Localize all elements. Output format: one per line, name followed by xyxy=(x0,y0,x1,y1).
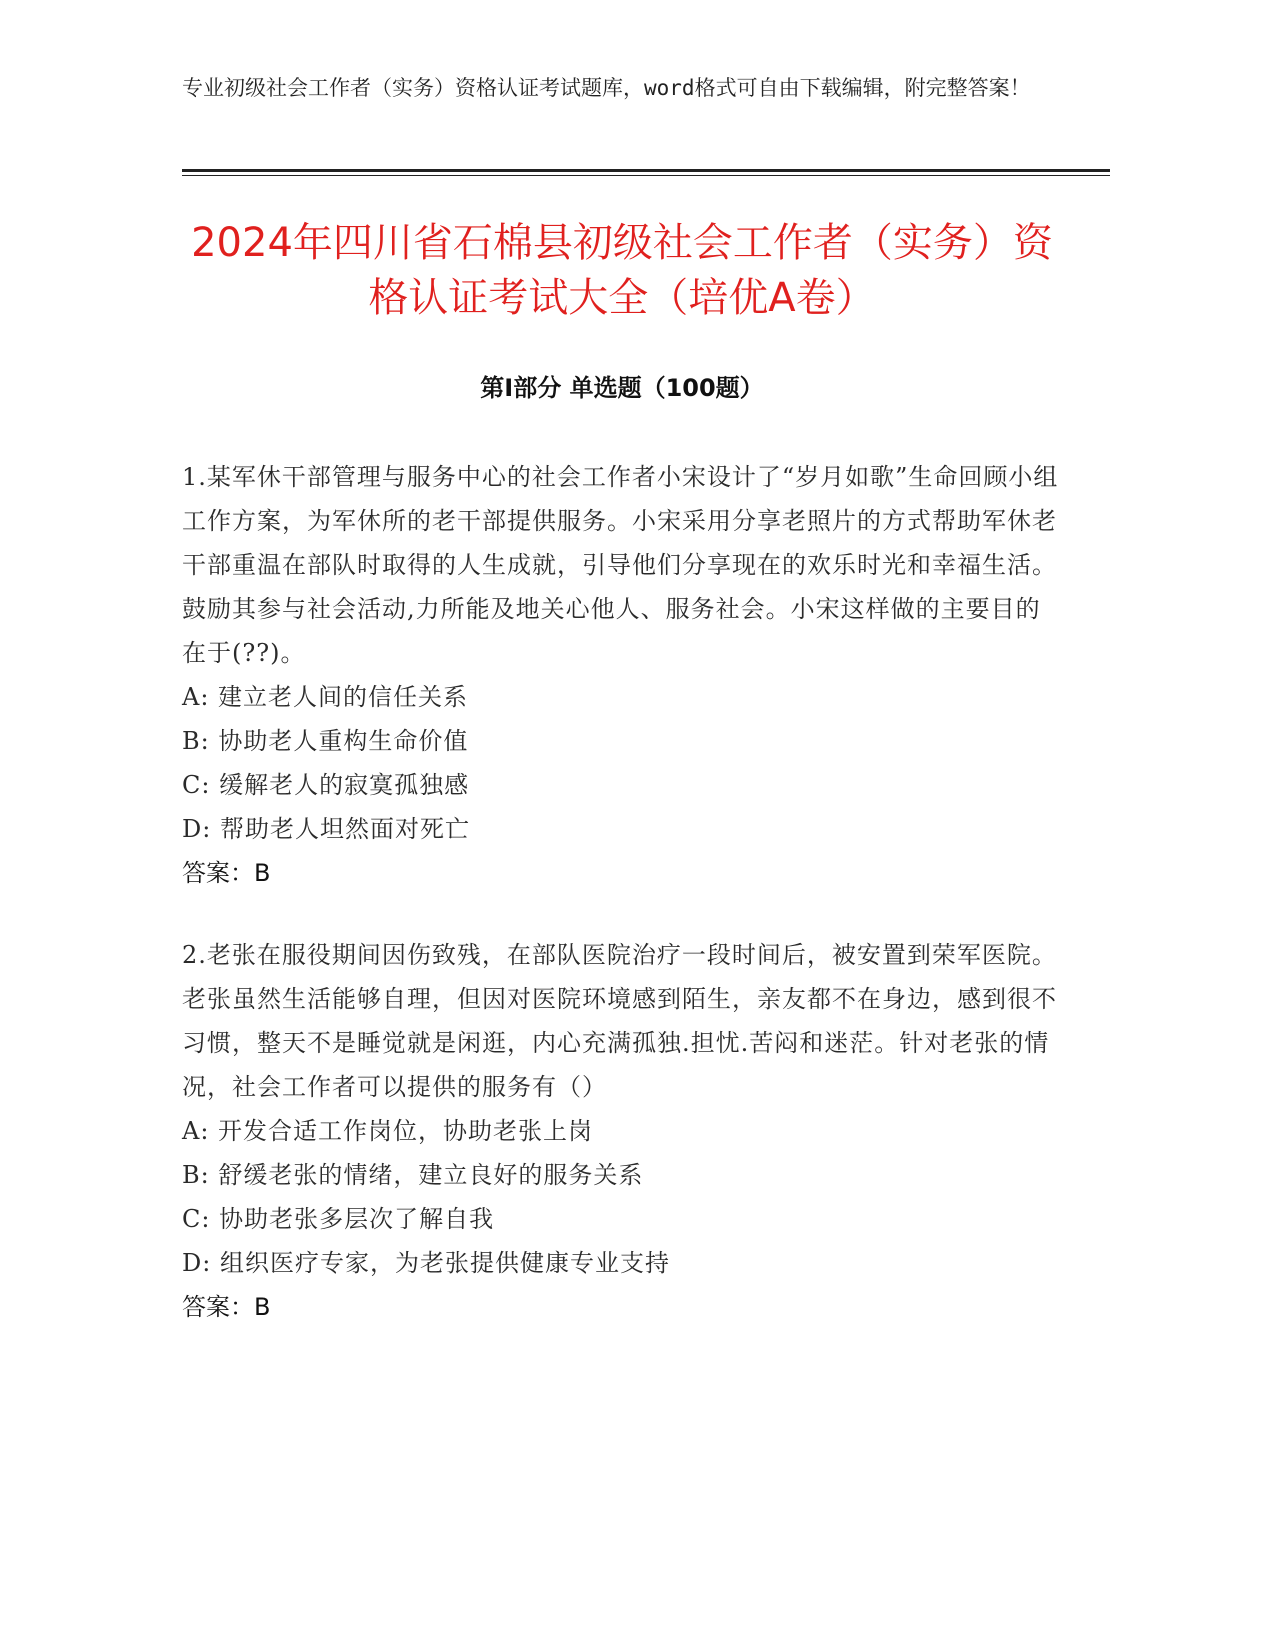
option-a: A: 建立老人间的信任关系 xyxy=(182,683,469,711)
header-rule-thick xyxy=(182,169,1110,172)
option-a: A: 开发合适工作岗位，协助老张上岗 xyxy=(182,1117,594,1145)
section-title: 第I部分 单选题（100题） xyxy=(480,374,764,402)
question-stem: 2.老张在服役期间因伤致残，在部队医院治疗一段时间后，被安置到荣军医院。老张虽然生活能够自理，但因对医院环境感到陌生，亲友都不在身边，感到很不习惯，整天不是睡觉就是闲逛，内心充满孤独.担忧.苦闷和迷茫。针对老张的情况，社会工作者可以提供的服务有（） xyxy=(182,941,1057,1101)
option-d: D: 帮助老人坦然面对死亡 xyxy=(182,815,470,843)
answer: 答案：B xyxy=(182,859,271,887)
option-d: D: 组织医疗专家，为老张提供健康专业支持 xyxy=(182,1249,670,1277)
answer: 答案：B xyxy=(182,1293,271,1321)
option-b: B: 协助老人重构生命价值 xyxy=(182,727,469,755)
header-note: 专业初级社会工作者（实务）资格认证考试题库，word格式可自由下载编辑，附完整答案！ xyxy=(182,76,1031,100)
question-2 xyxy=(182,933,1062,1329)
document-title: 2024年四川省石棉县初级社会工作者（实务）资格认证考试大全（培优A卷） xyxy=(191,220,1053,321)
option-c: C: 协助老张多层次了解自我 xyxy=(182,1205,495,1233)
header-rule-thin xyxy=(182,175,1110,176)
option-b: B: 舒缓老张的情绪，建立良好的服务关系 xyxy=(182,1161,644,1189)
question-1 xyxy=(182,455,1062,895)
question-stem: 1.某军休干部管理与服务中心的社会工作者小宋设计了“岁月如歌”生命回顾小组工作方案，为军休所的老干部提供服务。小宋采用分享老照片的方式帮助军休老干部重温在部队时取得的人生成就，引导他们分享现在的欢乐时光和幸福生活。鼓励其参与社会活动,力所能及地关心他人、服务社会。小宋这样做的主要目的在于(??)。 xyxy=(182,463,1059,667)
option-c: C: 缓解老人的寂寞孤独感 xyxy=(182,771,470,799)
